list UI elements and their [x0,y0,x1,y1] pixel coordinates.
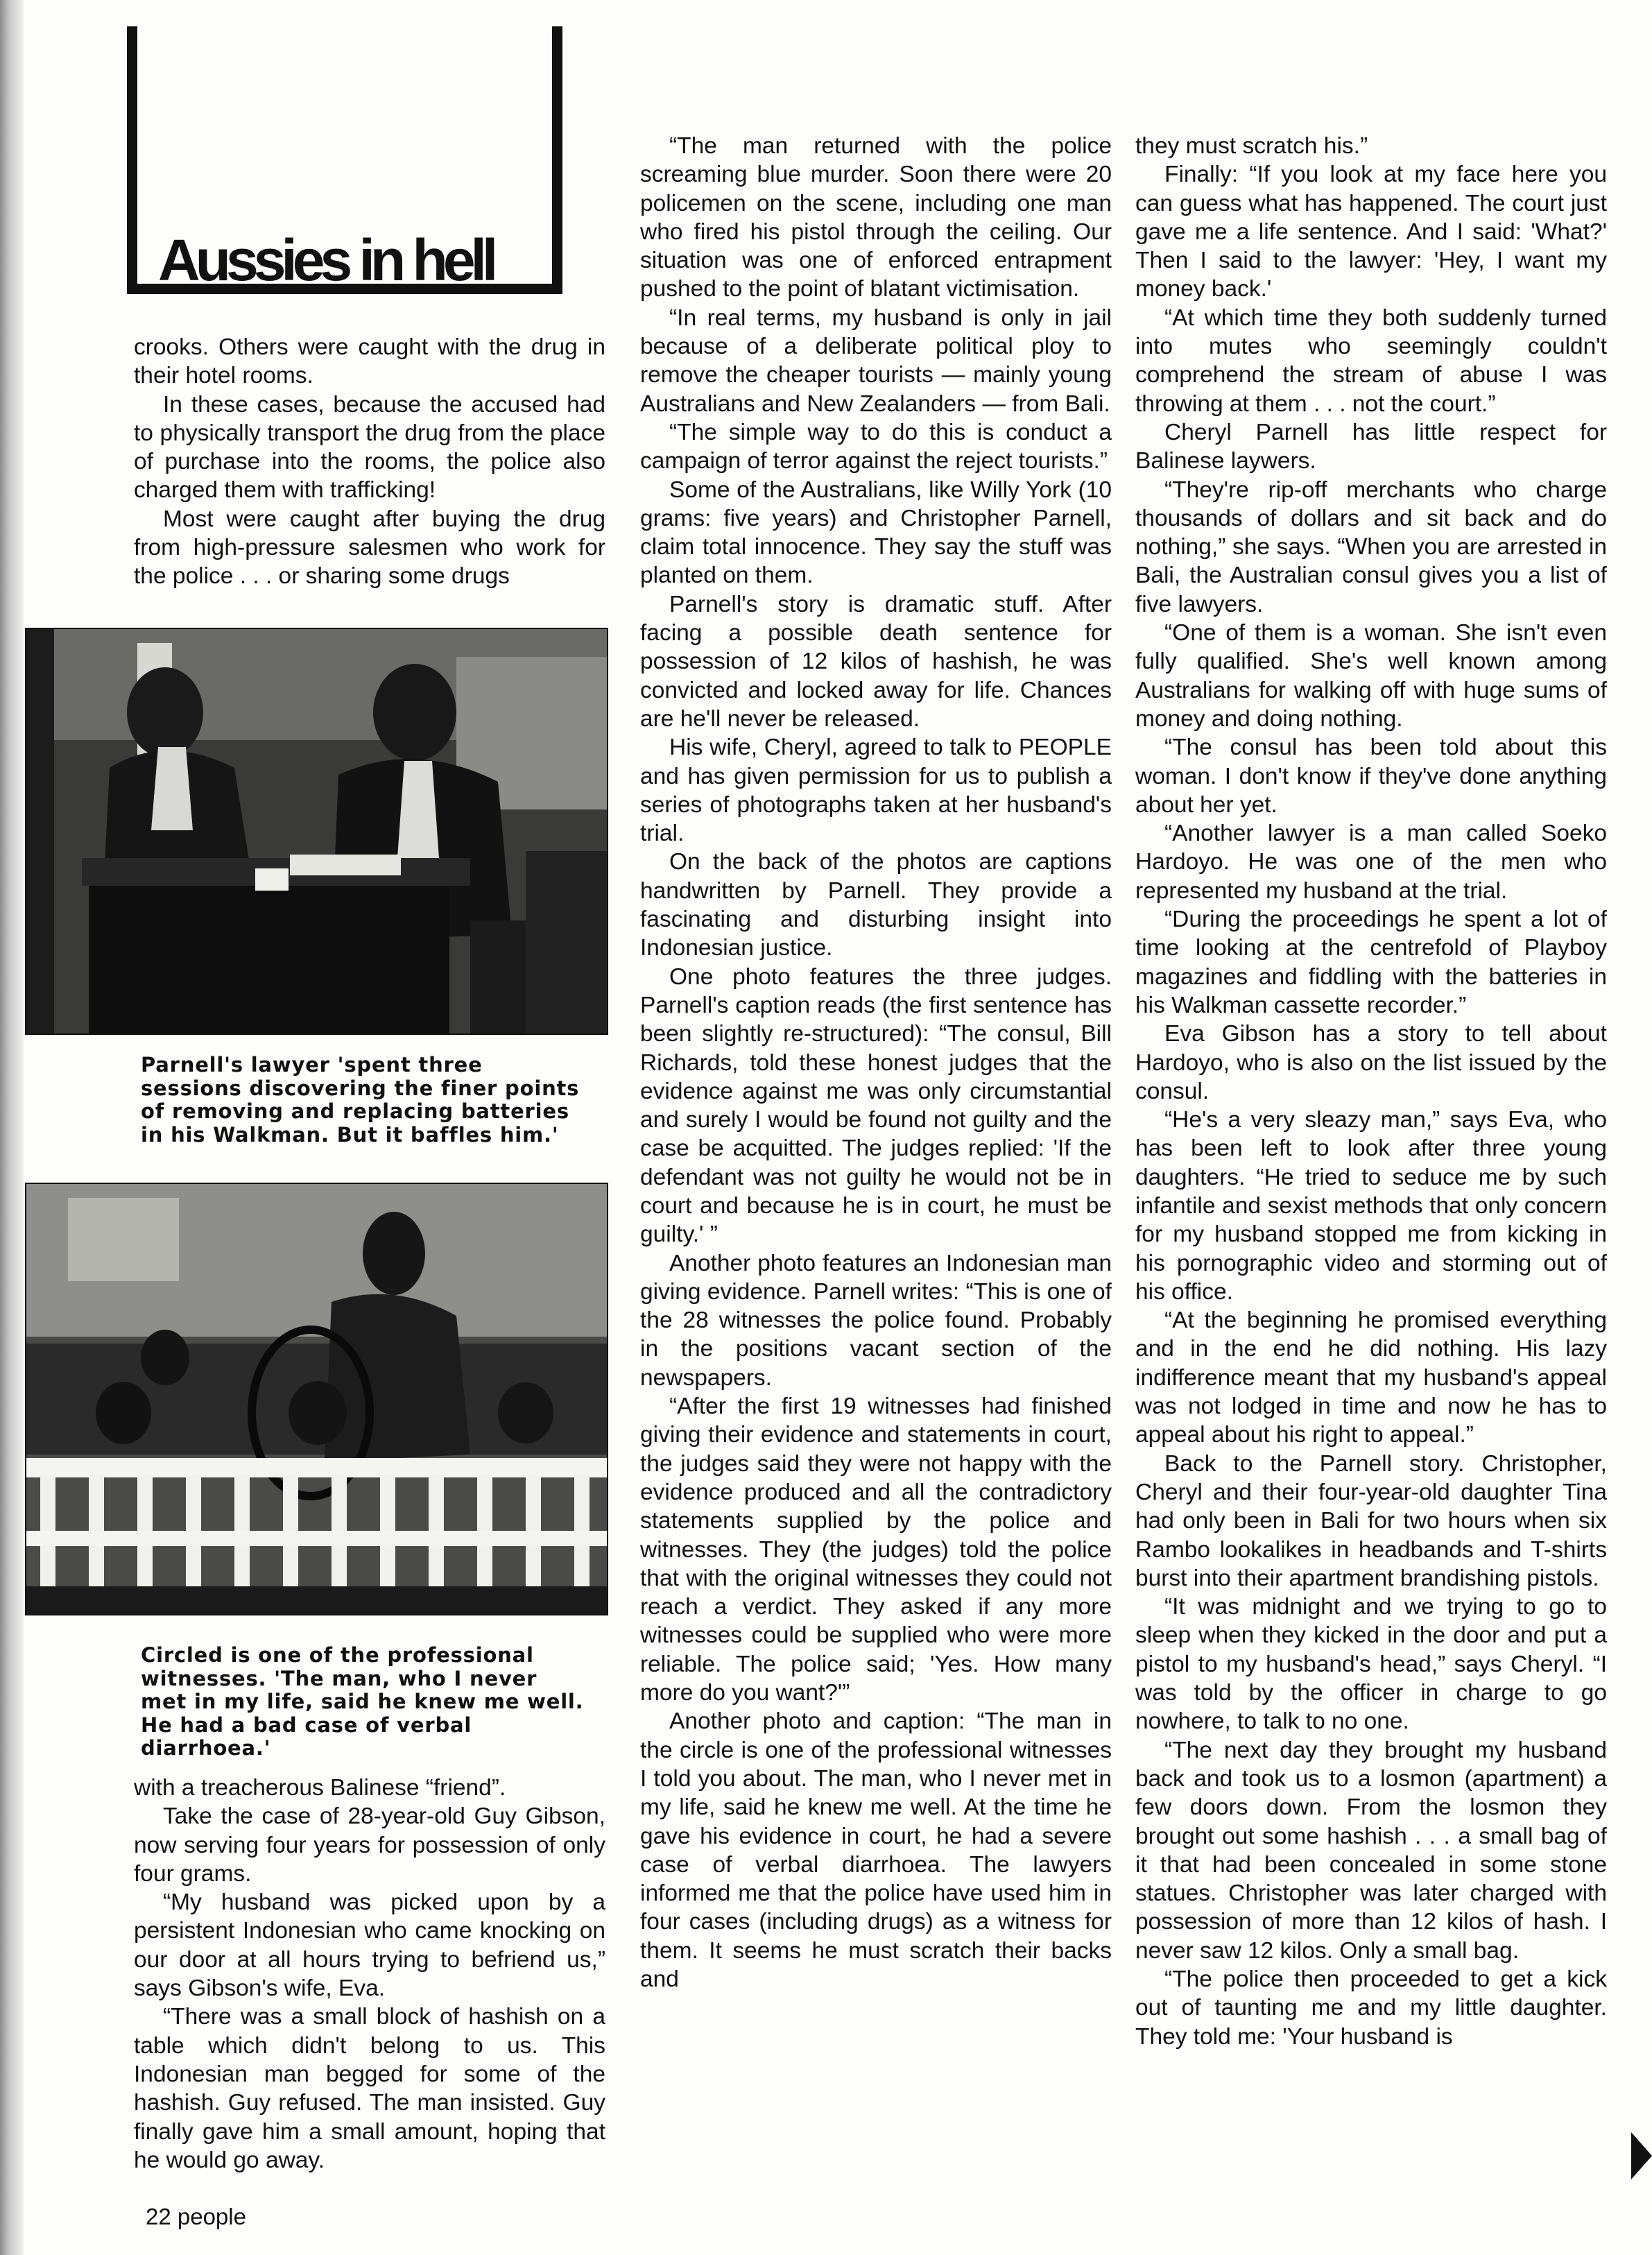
paragraph: On the back of the photos are captions handwritten by Parnell. They provide a fascinating and disturbing insight into Indonesian justice. [640,849,1112,961]
column-1-top [134,333,605,591]
paragraph: Eva Gibson has a story to tell about Hardoyo, who is also on the list issued by the consul. [1135,1021,1607,1104]
paragraph: “The simple way to do this is conduct a campaign of terror against the reject tourists.” [640,419,1112,474]
lawyers-photo-illustration [26,629,607,1034]
paragraph: with a treacherous Balinese “friend”. [134,1775,506,1801]
photo-caption-lawyer: Parnell's lawyer 'spent three sessions discovering the finer points of removing and replacing batteries in his Walkman. But it baffles him.' [141,1053,580,1147]
paragraph: Most were caught after buying the drug from high-pressure salesmen who work for the police . . . or sharing some drugs [134,506,605,590]
paragraph: Finally: “If you look at my face here you can guess what has happened. The court just gave me a life sentence. And I said: 'What?' Then I said to the lawyer: 'Hey, I want my money back.' [1135,162,1607,302]
paragraph: “Another lawyer is a man called Soeko Hardoyo. He was one of the men who represented my husband at the trial. [1135,821,1607,904]
title-box-right-rule [552,26,562,294]
paragraph: In these cases, because the accused had to physically transport the drug from the place of purchase into the rooms, the police also charged them with trafficking! [134,391,605,504]
photo-caption-witness: Circled is one of the professional witnesses. 'The man, who I never met in my life, said he knew me well. He had a bad case of verbal diarrhoea.' [141,1643,584,1760]
paragraph: “It was midnight and we trying to go to sleep when they kicked in the door and put a pistol to my husband's head,” says Cheryl. “I was told by the officer in charge to go nowhere, to talk to no one. [1135,1594,1607,1735]
paragraph: “At which time they both suddenly turned into mutes who seemingly couldn't comprehend the stream of abuse I was throwing at them . . . not the court.” [1135,305,1607,417]
courtroom-photo-illustration [26,1184,607,1614]
paragraph: “The man returned with the police screaming blue murder. Soon there were 20 policemen on the scene, including one man who fired his pistol through the ceiling. Our situation was one of enforced entrapment pushed to the point of blatant victimisation. [640,133,1112,302]
paragraph: “There was a small block of hashish on a table which didn't belong to us. This Indonesian man begged for some of the hashish. Guy refused. The man insisted. Guy finally gave him a small amount, hoping that he would go away. [134,2004,605,2173]
paragraph: they must scratch his.” [1135,133,1368,159]
page-binding-edge [0,0,24,2255]
continue-arrow-icon [1631,2132,1652,2179]
paragraph: Take the case of 28-year-old Guy Gibson, now serving four years for possession of only four grams. [134,1803,605,1887]
paragraph: Some of the Australians, like Willy York (10 grams: five years) and Christopher Parnell, claim total innocence. They say the stuff was planted on them. [640,477,1112,589]
paragraph: “My husband was picked upon by a persistent Indonesian who came knocking on our door at all hours trying to befriend us,” says Gibson's wife, Eva. [134,1889,605,2002]
paragraph: Parnell's story is dramatic stuff. After facing a possible death sentence for possession of 12 kilos of hashish, he was convicted and locked away for life. Chances are he'll never be released. [640,591,1112,732]
title-box-left-rule [127,26,137,294]
paragraph: “After the first 19 witnesses had finished giving their evidence and statements in court, the judges said they were not happy with the evidence produced and all the contradictory statements supplied by the police and witnesses. They (the judges) told the police that with the original witnesses they could not reach a verdict. They asked if any more witnesses could be supplied who were more reliable. The police said; 'Yes. How many more do you want?'” [640,1394,1112,1706]
column-1-bottom [134,1774,605,2175]
column-3 [1135,132,1607,2051]
paragraph: Back to the Parnell story. Christopher, Cheryl and their four-year-old daughter Tina had only been in Bali for two hours when six Rambo lookalikes in headbands and T-shirts burst into their apartment brandishing pistols. [1135,1450,1607,1591]
column-2 [640,132,1112,1994]
paragraph: Another photo features an Indonesian man giving evidence. Parnell writes: “This is one of the 28 witnesses the police found. Probably in the positions vacant section of the newspapers. [640,1250,1112,1391]
paragraph: “The next day they brought my husband back and took us to a losmon (apartment) a few doors down. From the losmon they brought out some hashish . . . a small bag of it that had been concealed in some stone statues. Christopher was later charged with possession of more than 12 kilos of hash. I never saw 12 kilos. Only a small bag. [1135,1737,1607,1964]
page-footer: 22 people [146,2204,246,2229]
paragraph: His wife, Cheryl, agreed to talk to PEOPLE and has given permission for us to publish a series of photographs taken at her husband's trial. [640,735,1112,847]
paragraph: One photo features the three judges. Parnell's caption reads (the first sentence has been slightly re-structured): “The consul, Bill Richards, told these honest judges that the evidence against me was only circumstantial and surely I would be found not guilty and the case be acquitted. The judges replied: 'If the defendant was not guilty he would not be in court and because he is in court, he must be guilty.' ” [640,963,1112,1248]
paragraph: “At the beginning he promised everything and in the end he did nothing. His lazy indifference meant that my husband's appeal was not lodged in time and now he has to appeal about his right to appeal.” [1135,1307,1607,1448]
paragraph: “The consul has been told about this woman. I don't know if they've done anything about her yet. [1135,735,1607,818]
photo-lawyers-at-desk [25,628,608,1035]
photo-courtroom-witness-circled [25,1183,608,1615]
paragraph: “One of them is a woman. She isn't even fully qualified. She's well known among Australians for walking off with huge sums of money and doing nothing. [1135,620,1607,732]
paragraph: “In real terms, my husband is only in jail because of a deliberate political ploy to remove the cheaper tourists — mainly young Australians and New Zealanders — from Bali. [640,305,1112,417]
title-box [127,26,562,294]
paragraph: “They're rip-off merchants who charge thousands of dollars and sit back and do nothing,” she says. “When you are arrested in Bali, the Australian consul gives you a list of five lawyers. [1135,477,1607,617]
paragraph: Cheryl Parnell has little respect for Balinese laywers. [1135,419,1607,474]
paragraph: Another photo and caption: “The man in the circle is one of the professional witnesses I told you about. The man, who I never met in my life, said he knew me well. At the time he gave his evidence in court, he had a severe case of verbal diarrhoea. The lawyers informed me that the police have used him in four cases (including drugs) as a witness for them. It seems he must scratch their backs and [640,1708,1112,1992]
article-title: Aussies in hell [158,228,494,293]
paragraph: “During the proceedings he spent a lot of time looking at the centrefold of Playboy magazines and fiddling with the batteries in his Walkman cassette recorder.” [1135,907,1607,1018]
paragraph: “He's a very sleazy man,” says Eva, who has been left to look after three young daughters. “He tried to seduce me by such infantile and sexist methods that only concern for my husband stopped me from kicking in his pornographic video and storming out of his office. [1135,1107,1607,1305]
paragraph: “The police then proceeded to get a kick out of taunting me and my little daughter. They told me: 'Your husband is [1135,1966,1607,2050]
paragraph: crooks. Others were caught with the drug in their hotel rooms. [134,334,605,389]
